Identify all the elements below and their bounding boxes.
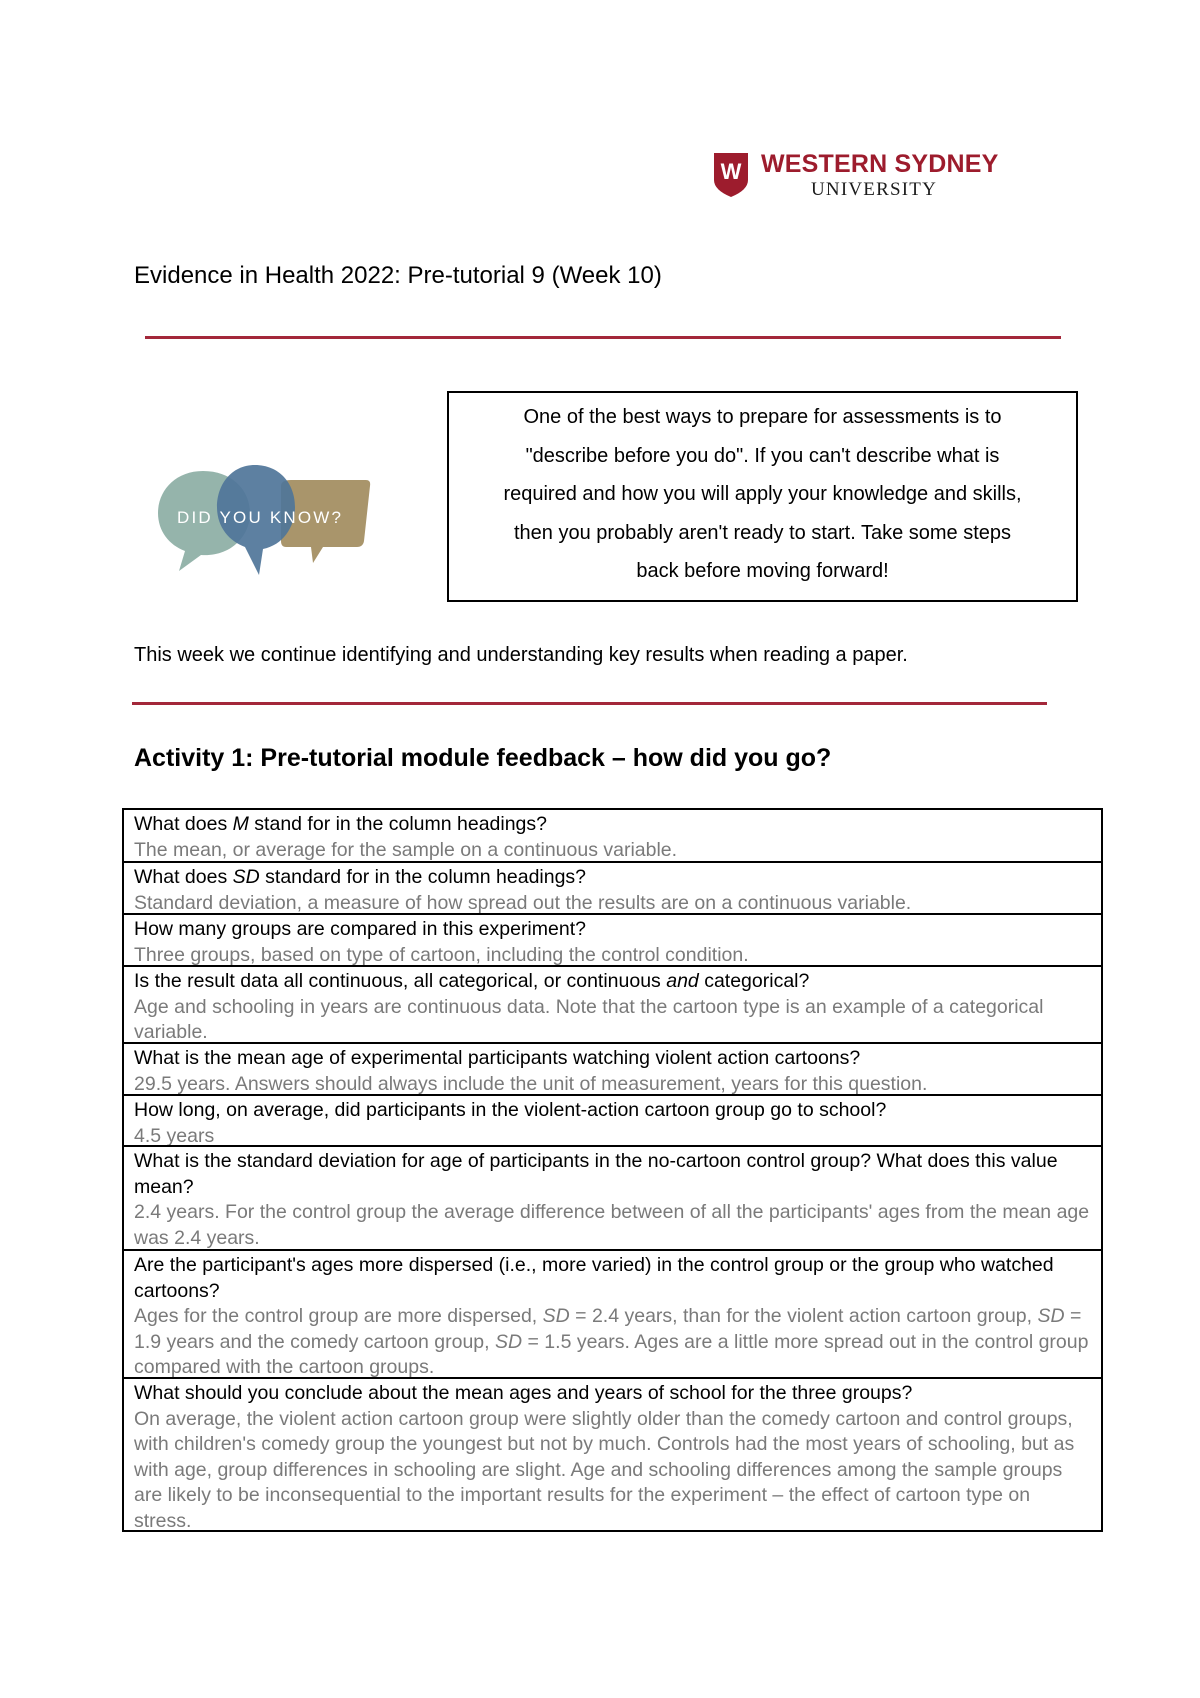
did-you-know-text: DID YOU KNOW? (177, 508, 344, 527)
question: How long, on average, did participants in the violent-action cartoon group go to school? (134, 1099, 887, 1121)
logo-line-2: UNIVERSITY (811, 179, 937, 200)
qa-row (124, 1042, 1101, 1094)
italic-term: and (666, 970, 699, 992)
qa-row (124, 1377, 1101, 1530)
italic-term: SD (232, 866, 260, 888)
question: Are the participant's ages more dispersed (i.e., more varied) in the control group or the group who watched cartoons? (134, 1254, 1054, 1302)
divider-top (145, 336, 1061, 339)
answer: Age and schooling in years are continuous data. Note that the cartoon type is an example of a categorical variable. (134, 995, 1044, 1042)
qa-table (122, 808, 1103, 1532)
question: What should you conclude about the mean ages and years of school for the three groups? (134, 1382, 913, 1404)
qa-row (124, 1249, 1101, 1377)
answer: 2.4 years. For the control group the average difference between of all the participants' ages from the mean age was 2.4 years. (134, 1201, 1090, 1249)
qa-row (124, 861, 1101, 913)
answer: 29.5 years. Answers should always include the unit of measurement, years for this question. (134, 1072, 928, 1094)
italic-term: SD (1037, 1305, 1065, 1327)
did-you-know-graphic (155, 463, 375, 581)
tip-line: One of the best ways to prepare for assessments is to (523, 406, 1002, 428)
italic-term: M (232, 813, 249, 835)
question: What does SD standard for in the column headings? (134, 866, 587, 888)
answer: Ages for the control group are more dispersed, SD = 2.4 years, than for the violent action cartoon group, SD = 1.9 years and the comedy cartoon group, SD = 1.5 years. Ages are a little more spread out in the control group compared with the cartoon groups. (134, 1305, 1089, 1377)
logo-line-1: WESTERN SYDNEY (761, 150, 999, 178)
qa-row (124, 810, 1101, 861)
tip-line: back before moving forward! (636, 560, 889, 582)
qa-row (124, 1145, 1101, 1249)
intro-paragraph: This week we continue identifying and understanding key results when reading a paper. (134, 644, 908, 666)
question: Is the result data all continuous, all categorical, or continuous and categorical? (134, 970, 810, 992)
answer: Standard deviation, a measure of how spread out the results are on a continuous variable. (134, 891, 912, 913)
answer: Three groups, based on type of cartoon, including the control condition. (134, 943, 749, 965)
document-title: Evidence in Health 2022: Pre-tutorial 9 (Week 10) (134, 262, 662, 289)
tip-line: required and how you will apply your knowledge and skills, (503, 483, 1022, 505)
qa-row (124, 965, 1101, 1042)
university-logo (713, 150, 1003, 202)
italic-term: SD (542, 1305, 570, 1327)
answer: On average, the violent action cartoon group were slightly older than the comedy cartoon and control groups, with children's comedy group the youngest but not by much. Controls had the most years of schooling, but as with age, group differences in schooling are slight. Age and schooling differences among the sample groups are likely to be inconsequential to the important results for the experiment – the effect of cartoon type on stress. (134, 1407, 1075, 1530)
answer: 4.5 years (134, 1124, 215, 1145)
italic-term: SD (494, 1330, 523, 1353)
shield-logo-icon (713, 152, 749, 198)
tip-line: "describe before you do". If you can't describe what is (525, 444, 1000, 467)
shield-letter: W (720, 159, 742, 184)
question: What is the standard deviation for age of participants in the no-cartoon control group? What does this value mean? (134, 1150, 1058, 1198)
divider-middle (132, 702, 1047, 705)
question: How many groups are compared in this experiment? (134, 918, 586, 940)
qa-row (124, 913, 1101, 965)
answer: The mean, or average for the sample on a continuous variable. (134, 838, 678, 861)
question: What does M stand for in the column headings? (134, 813, 547, 835)
qa-row (124, 1094, 1101, 1145)
activity-heading: Activity 1: Pre-tutorial module feedback – how did you go? (134, 744, 832, 772)
tip-line: then you probably aren't ready to start. Take some steps (513, 521, 1012, 544)
tip-box (447, 391, 1078, 602)
question: What is the mean age of experimental participants watching violent action cartoons? (134, 1047, 861, 1069)
